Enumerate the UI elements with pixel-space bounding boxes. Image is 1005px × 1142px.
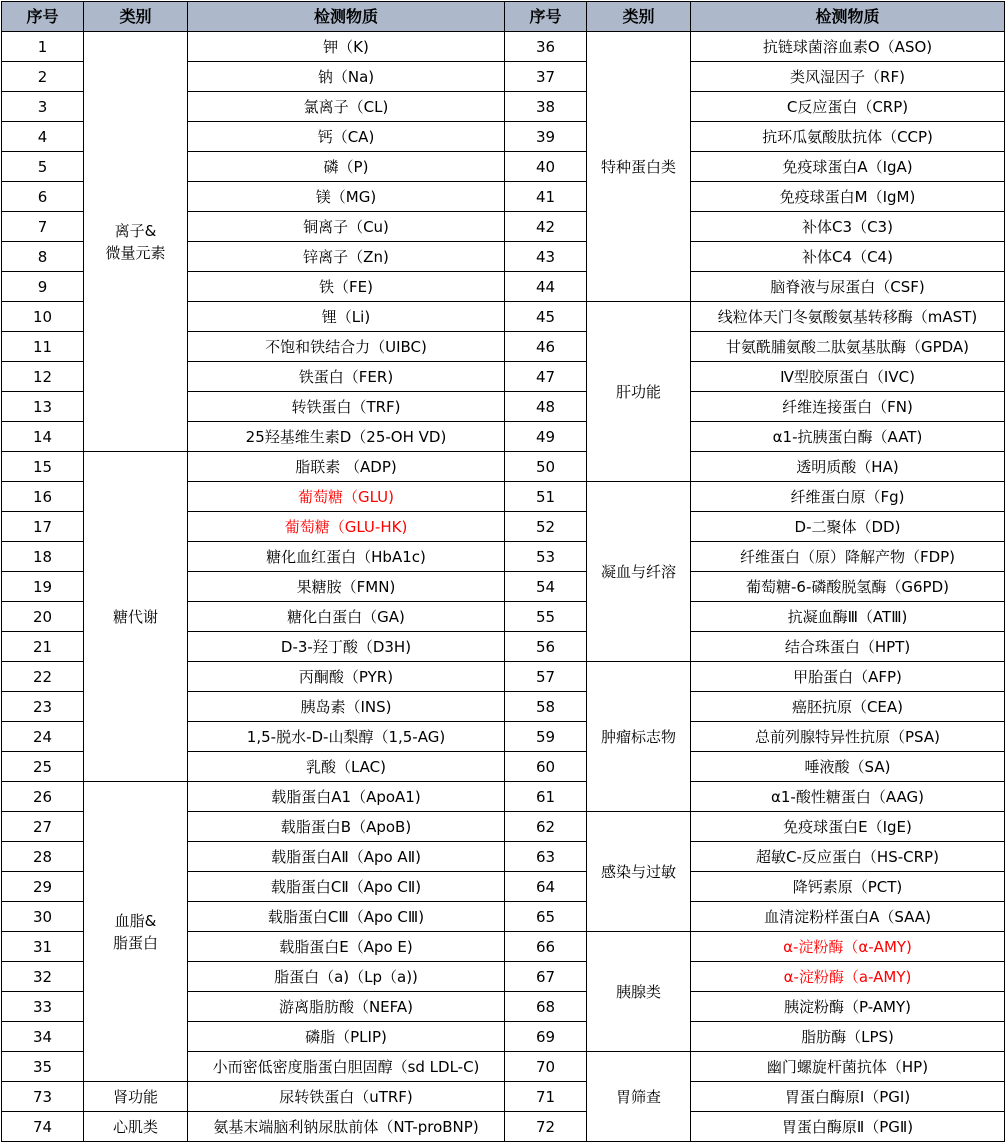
substance-cell: 抗凝血酶Ⅲ（ATⅢ)	[691, 602, 1005, 632]
seq-cell: 18	[2, 542, 84, 572]
substance-cell: 尿转铁蛋白（uTRF)	[188, 1082, 505, 1112]
substance-cell: 载脂蛋白B（ApoB)	[188, 812, 505, 842]
substance-cell: 镁（MG)	[188, 182, 505, 212]
seq-cell: 52	[505, 512, 587, 542]
substance-cell: 脂联素 （ADP)	[188, 452, 505, 482]
substance-cell: 乳酸（LAC)	[188, 752, 505, 782]
substance-cell: α-淀粉酶（α-AMY)	[691, 932, 1005, 962]
seq-cell: 10	[2, 302, 84, 332]
substance-cell: 氨基末端脑利钠尿肽前体（NT-proBNP)	[188, 1112, 505, 1142]
substance-cell: 载脂蛋白AⅡ（Apo AⅡ)	[188, 842, 505, 872]
substance-cell: 纤维蛋白（原）降解产物（FDP)	[691, 542, 1005, 572]
seq-cell: 12	[2, 362, 84, 392]
substance-cell: 钾（K)	[188, 32, 505, 62]
seq-cell: 62	[505, 812, 587, 842]
seq-cell: 39	[505, 122, 587, 152]
seq-cell: 42	[505, 212, 587, 242]
header-seq-left: 序号	[2, 2, 84, 32]
table-row	[2, 452, 1005, 482]
substance-cell: 线粒体天门冬氨酸氨基转移酶（mAST)	[691, 302, 1005, 332]
seq-cell: 46	[505, 332, 587, 362]
substance-cell: 脂肪酶（LPS)	[691, 1022, 1005, 1052]
seq-cell: 47	[505, 362, 587, 392]
substance-cell: 幽门螺旋杆菌抗体（HP)	[691, 1052, 1005, 1082]
substance-cell: 载脂蛋白CⅡ（Apo CⅡ)	[188, 872, 505, 902]
substance-cell: 钙（CA)	[188, 122, 505, 152]
seq-cell: 64	[505, 872, 587, 902]
substance-cell: 抗环瓜氨酸肽抗体（CCP)	[691, 122, 1005, 152]
substance-cell: 胃蛋白酶原Ⅱ（PGⅡ)	[691, 1112, 1005, 1142]
substance-cell: 补体C4（C4)	[691, 242, 1005, 272]
substance-cell: D-3-羟丁酸（D3H)	[188, 632, 505, 662]
seq-cell: 22	[2, 662, 84, 692]
seq-cell: 41	[505, 182, 587, 212]
substance-cell: 补体C3（C3)	[691, 212, 1005, 242]
seq-cell: 51	[505, 482, 587, 512]
seq-cell: 38	[505, 92, 587, 122]
substance-cell: 透明质酸（HA)	[691, 452, 1005, 482]
table-body	[2, 32, 1005, 1142]
substance-cell: 超敏C-反应蛋白（HS-CRP)	[691, 842, 1005, 872]
substance-cell: 葡萄糖（GLU)	[188, 482, 505, 512]
seq-cell: 31	[2, 932, 84, 962]
header-category-left: 类别	[84, 2, 188, 32]
substance-cell: 钠（Na)	[188, 62, 505, 92]
substance-cell: 脑脊液与尿蛋白（CSF)	[691, 272, 1005, 302]
substance-cell: 胰淀粉酶（P-AMY)	[691, 992, 1005, 1022]
seq-cell: 32	[2, 962, 84, 992]
seq-cell: 56	[505, 632, 587, 662]
seq-cell: 67	[505, 962, 587, 992]
seq-cell: 21	[2, 632, 84, 662]
substance-cell: 锂（Li)	[188, 302, 505, 332]
substance-cell: 25羟基维生素D（25-OH VD)	[188, 422, 505, 452]
seq-cell: 44	[505, 272, 587, 302]
seq-cell: 49	[505, 422, 587, 452]
substance-cell: 铁（FE)	[188, 272, 505, 302]
seq-cell: 11	[2, 332, 84, 362]
substance-cell: 胃蛋白酶原Ⅰ（PGⅠ)	[691, 1082, 1005, 1112]
seq-cell: 33	[2, 992, 84, 1022]
header-seq-right: 序号	[505, 2, 587, 32]
seq-cell: 35	[2, 1052, 84, 1082]
seq-cell: 60	[505, 752, 587, 782]
substance-cell: 糖化白蛋白（GA)	[188, 602, 505, 632]
seq-cell: 70	[505, 1052, 587, 1082]
seq-cell: 73	[2, 1082, 84, 1112]
substance-cell: 小而密低密度脂蛋白胆固醇（sd LDL-C)	[188, 1052, 505, 1082]
substance-cell: 铜离子（Cu)	[188, 212, 505, 242]
seq-cell: 65	[505, 902, 587, 932]
category-cell: 肿瘤标志物	[587, 662, 691, 812]
substance-cell: 降钙素原（PCT)	[691, 872, 1005, 902]
substance-cell: 载脂蛋白CⅢ（Apo CⅢ)	[188, 902, 505, 932]
category-cell: 肾功能	[84, 1082, 188, 1112]
substance-cell: 游离脂肪酸（NEFA)	[188, 992, 505, 1022]
substance-cell: 锌离子（Zn)	[188, 242, 505, 272]
substance-cell: 结合珠蛋白（HPT)	[691, 632, 1005, 662]
substance-cell: 免疫球蛋白M（IgM)	[691, 182, 1005, 212]
seq-cell: 71	[505, 1082, 587, 1112]
seq-cell: 59	[505, 722, 587, 752]
substance-cell: 葡萄糖（GLU-HK)	[188, 512, 505, 542]
seq-cell: 57	[505, 662, 587, 692]
substance-cell: 磷（P)	[188, 152, 505, 182]
substance-cell: 胰岛素（INS)	[188, 692, 505, 722]
seq-cell: 9	[2, 272, 84, 302]
header-row	[2, 2, 1005, 32]
category-cell: 离子& 微量元素	[84, 32, 188, 452]
substance-cell: 总前列腺特异性抗原（PSA)	[691, 722, 1005, 752]
seq-cell: 68	[505, 992, 587, 1022]
substance-cell: 抗链球菌溶血素O（ASO)	[691, 32, 1005, 62]
substance-cell: 血清淀粉样蛋白A（SAA)	[691, 902, 1005, 932]
category-cell: 肝功能	[587, 302, 691, 482]
table-row	[2, 1112, 1005, 1142]
table-row	[2, 1082, 1005, 1112]
seq-cell: 13	[2, 392, 84, 422]
substance-cell: α1-酸性糖蛋白（AAG)	[691, 782, 1005, 812]
seq-cell: 5	[2, 152, 84, 182]
seq-cell: 7	[2, 212, 84, 242]
header-substance-left: 检测物质	[188, 2, 505, 32]
substance-cell: 磷脂（PLIP)	[188, 1022, 505, 1052]
seq-cell: 3	[2, 92, 84, 122]
seq-cell: 23	[2, 692, 84, 722]
seq-cell: 74	[2, 1112, 84, 1142]
seq-cell: 63	[505, 842, 587, 872]
substance-cell: 脂蛋白（a)（Lp（a))	[188, 962, 505, 992]
seq-cell: 45	[505, 302, 587, 332]
seq-cell: 53	[505, 542, 587, 572]
category-cell: 糖代谢	[84, 452, 188, 782]
substance-cell: 果糖胺（FMN)	[188, 572, 505, 602]
category-cell: 心肌类	[84, 1112, 188, 1142]
seq-cell: 40	[505, 152, 587, 182]
substance-cell: 转铁蛋白（TRF)	[188, 392, 505, 422]
seq-cell: 6	[2, 182, 84, 212]
seq-cell: 54	[505, 572, 587, 602]
seq-cell: 30	[2, 902, 84, 932]
seq-cell: 4	[2, 122, 84, 152]
table-row	[2, 782, 1005, 812]
substance-cell: 葡萄糖-6-磷酸脱氢酶（G6PD)	[691, 572, 1005, 602]
substance-cell: α-淀粉酶（a-AMY)	[691, 962, 1005, 992]
substance-cell: Ⅳ型胶原蛋白（IVC)	[691, 362, 1005, 392]
substance-cell: 载脂蛋白E（Apo E)	[188, 932, 505, 962]
substance-cell: 1,5-脱水-D-山梨醇（1,5-AG)	[188, 722, 505, 752]
seq-cell: 26	[2, 782, 84, 812]
seq-cell: 66	[505, 932, 587, 962]
substance-cell: 类风湿因子（RF)	[691, 62, 1005, 92]
seq-cell: 27	[2, 812, 84, 842]
substance-cell: 丙酮酸（PYR)	[188, 662, 505, 692]
substance-cell: 糖化血红蛋白（HbA1c)	[188, 542, 505, 572]
seq-cell: 50	[505, 452, 587, 482]
category-cell: 血脂& 脂蛋白	[84, 782, 188, 1082]
seq-cell: 28	[2, 842, 84, 872]
substance-cell: 甲胎蛋白（AFP)	[691, 662, 1005, 692]
seq-cell: 61	[505, 782, 587, 812]
substance-cell: 癌胚抗原（CEA)	[691, 692, 1005, 722]
seq-cell: 15	[2, 452, 84, 482]
substance-cell: 唾液酸（SA)	[691, 752, 1005, 782]
seq-cell: 2	[2, 62, 84, 92]
seq-cell: 24	[2, 722, 84, 752]
substance-cell: 纤维蛋白原（Fg)	[691, 482, 1005, 512]
substance-cell: D-二聚体（DD)	[691, 512, 1005, 542]
test-items-table	[1, 1, 1005, 1142]
substance-cell: 载脂蛋白A1（ApoA1)	[188, 782, 505, 812]
seq-cell: 25	[2, 752, 84, 782]
seq-cell: 17	[2, 512, 84, 542]
category-cell: 胃筛查	[587, 1052, 691, 1142]
seq-cell: 29	[2, 872, 84, 902]
header-category-right: 类别	[587, 2, 691, 32]
substance-cell: 免疫球蛋白E（IgE)	[691, 812, 1005, 842]
seq-cell: 36	[505, 32, 587, 62]
seq-cell: 1	[2, 32, 84, 62]
seq-cell: 16	[2, 482, 84, 512]
seq-cell: 8	[2, 242, 84, 272]
seq-cell: 14	[2, 422, 84, 452]
substance-cell: 免疫球蛋白A（IgA)	[691, 152, 1005, 182]
substance-cell: 铁蛋白（FER)	[188, 362, 505, 392]
seq-cell: 58	[505, 692, 587, 722]
substance-cell: 甘氨酰脯氨酸二肽氨基肽酶（GPDA)	[691, 332, 1005, 362]
category-cell: 感染与过敏	[587, 812, 691, 932]
seq-cell: 48	[505, 392, 587, 422]
seq-cell: 55	[505, 602, 587, 632]
seq-cell: 34	[2, 1022, 84, 1052]
substance-cell: 纤维连接蛋白（FN)	[691, 392, 1005, 422]
table-row	[2, 32, 1005, 62]
category-cell: 特种蛋白类	[587, 32, 691, 302]
category-cell: 凝血与纤溶	[587, 482, 691, 662]
seq-cell: 20	[2, 602, 84, 632]
header-substance-right: 检测物质	[691, 2, 1005, 32]
substance-cell: α1-抗胰蛋白酶（AAT)	[691, 422, 1005, 452]
seq-cell: 43	[505, 242, 587, 272]
substance-cell: 氯离子（CL)	[188, 92, 505, 122]
substance-cell: 不饱和铁结合力（UIBC)	[188, 332, 505, 362]
substance-cell: C反应蛋白（CRP)	[691, 92, 1005, 122]
seq-cell: 37	[505, 62, 587, 92]
category-cell: 胰腺类	[587, 932, 691, 1052]
seq-cell: 19	[2, 572, 84, 602]
seq-cell: 72	[505, 1112, 587, 1142]
seq-cell: 69	[505, 1022, 587, 1052]
